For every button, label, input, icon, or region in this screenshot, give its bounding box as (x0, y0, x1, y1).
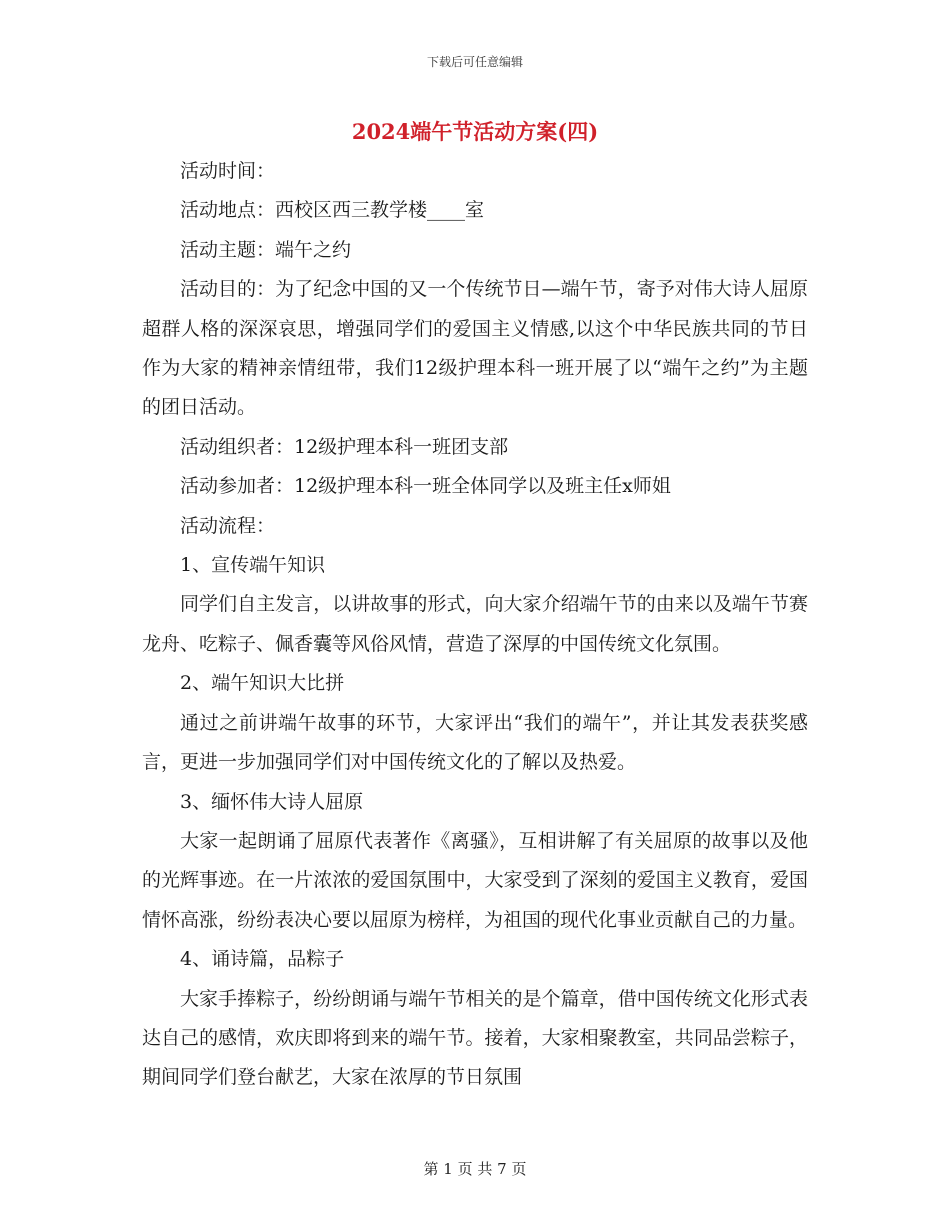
page-footer: 第 1 页 共 7 页 (423, 1160, 527, 1178)
activity-purpose: 活动目的：为了纪念中国的又一个传统节日—端午节，寄予对伟大诗人屈原超群人格的深深哀思，增强同学们的爱国主义情感,以这个中华民族共同的节日作为大家的精神亲情纽带，我们12级护理本科一班开展了以“端午之约”为主题的团日活动。 (142, 278, 808, 419)
section-2-heading: 2、端午知识大比拼 (180, 672, 345, 695)
activity-organizer: 活动组织者：12级护理本科一班团支部 (180, 435, 509, 458)
activity-process-heading: 活动流程： (180, 514, 276, 537)
header-note: 下载后可任意编辑 (426, 55, 523, 69)
section-3-heading: 3、缅怀伟大诗人屈原 (180, 790, 364, 813)
section-1-text: 同学们自主发言，以讲故事的形式，向大家介绍端午节的由来以及端午节赛龙舟、吃粽子、佩香囊等风俗风情，营造了深厚的中国传统文化氛围。 (142, 593, 808, 655)
section-4-heading: 4、诵诗篇，品粽子 (180, 948, 345, 971)
document-body (142, 152, 808, 1098)
section-4-text: 大家手捧粽子，纷纷朗诵与端午节相关的是个篇章，借中国传统文化形式表达自己的感情，欢庆即将到来的端午节。接着，大家相聚教室，共同品尝粽子，期间同学们登台献艺，大家在浓厚的节日氛围 (142, 987, 808, 1089)
activity-participants: 活动参加者：12级护理本科一班全体同学以及班主任x师姐 (180, 475, 671, 498)
section-2-text: 通过之前讲端午故事的环节，大家评出“我们的端午”，并让其发表获奖感言，更进一步加强同学们对中国传统文化的了解以及热爱。 (142, 711, 808, 774)
activity-location: 活动地点：西校区西三教学楼____室 (180, 199, 485, 222)
section-3-text: 大家一起朗诵了屈原代表著作《离骚》，互相讲解了有关屈原的故事以及他的光辉事迹。在一片浓浓的爱国氛围中，大家受到了深刻的爱国主义教育，爱国情怀高涨，纷纷表决心要以屈原为榜样，为祖国的现代化事业贡献自己的力量。 (142, 829, 808, 931)
section-1-heading: 1、宣传端午知识 (180, 554, 326, 577)
document-title: 2024端午节活动方案(四) (351, 119, 599, 144)
activity-time: 活动时间： (180, 160, 276, 182)
activity-theme: 活动主题：端午之约 (180, 238, 352, 261)
